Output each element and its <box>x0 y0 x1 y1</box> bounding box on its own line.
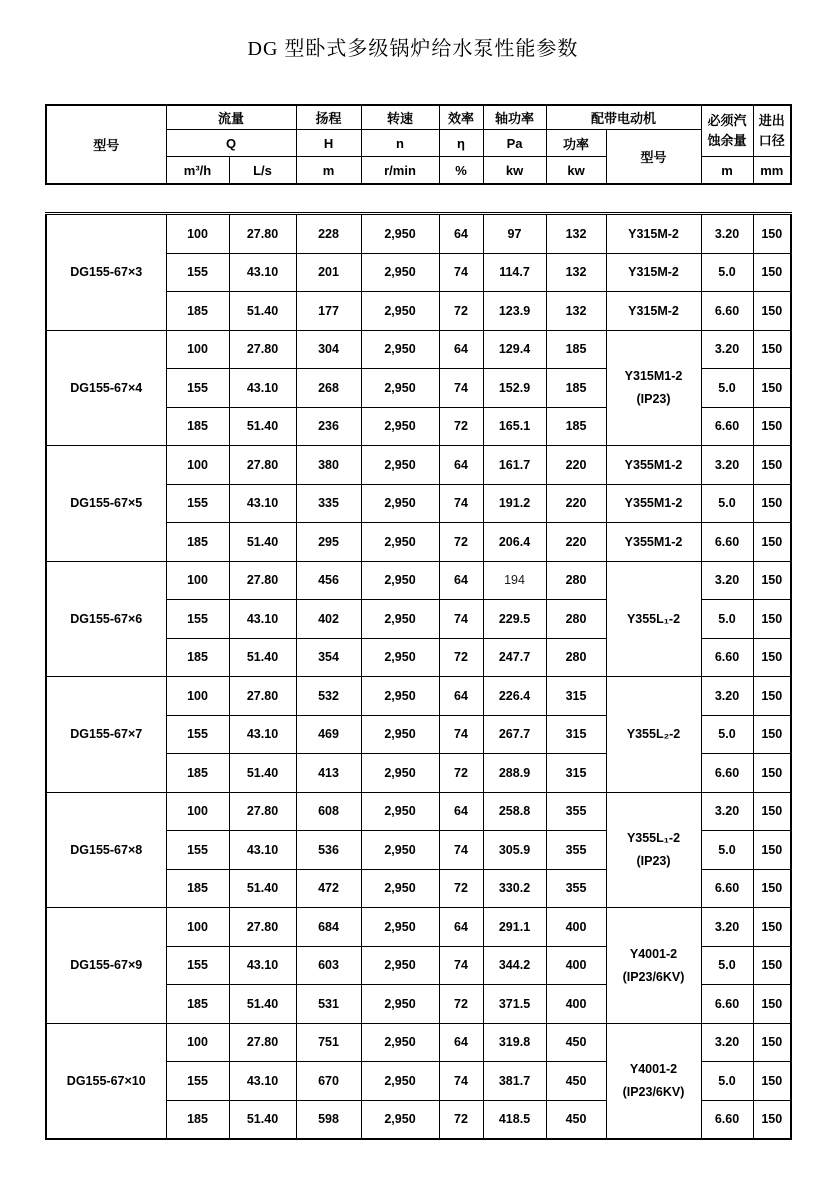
speed-cell: 2,950 <box>361 214 439 254</box>
efficiency-cell: 64 <box>439 446 483 485</box>
efficiency-cell: 72 <box>439 869 483 908</box>
head-cell: 684 <box>296 908 361 947</box>
diameter-cell: 150 <box>753 446 791 485</box>
diameter-cell: 150 <box>753 754 791 793</box>
header-npsh-line2: 蚀余量 <box>707 133 747 148</box>
header-motor-model: 型号 <box>606 130 701 185</box>
efficiency-cell: 72 <box>439 754 483 793</box>
header-unit-ls: L/s <box>229 157 296 185</box>
table-row <box>46 1023 791 1062</box>
flow-m3h-cell: 185 <box>166 754 229 793</box>
motor-model-line: Y4001-2 <box>629 1062 678 1077</box>
speed-cell: 2,950 <box>361 523 439 562</box>
speed-cell: 2,950 <box>361 561 439 600</box>
table-row <box>46 792 791 831</box>
flow-m3h-cell: 100 <box>166 908 229 947</box>
flow-m3h-cell: 185 <box>166 869 229 908</box>
flow-ls-cell: 51.40 <box>229 985 296 1024</box>
header-unit-npsh-m: m <box>701 157 753 185</box>
diameter-cell: 150 <box>753 677 791 716</box>
shaft-power-cell: 267.7 <box>483 715 546 754</box>
shaft-power-cell: 319.8 <box>483 1023 546 1062</box>
motor-model-cell <box>606 677 701 793</box>
head-cell: 413 <box>296 754 361 793</box>
flow-ls-cell: 27.80 <box>229 1023 296 1062</box>
diameter-cell: 150 <box>753 600 791 639</box>
npsh-cell: 6.60 <box>701 869 753 908</box>
flow-ls-cell: 43.10 <box>229 253 296 292</box>
flow-ls-cell: 51.40 <box>229 407 296 446</box>
motor-model-line: Y315M1-2 <box>624 369 683 384</box>
pump-model-cell: DG155-67×4 <box>46 330 166 446</box>
head-cell: 536 <box>296 831 361 870</box>
speed-cell: 2,950 <box>361 831 439 870</box>
header-unit-pct: % <box>439 157 483 185</box>
header-unit-m: m <box>296 157 361 185</box>
efficiency-cell: 64 <box>439 1023 483 1062</box>
head-cell: 751 <box>296 1023 361 1062</box>
flow-ls-cell: 27.80 <box>229 214 296 254</box>
speed-cell: 2,950 <box>361 677 439 716</box>
flow-ls-cell: 43.10 <box>229 946 296 985</box>
npsh-cell: 3.20 <box>701 1023 753 1062</box>
motor-power-cell: 132 <box>546 253 606 292</box>
header-npsh-line1: 必须汽 <box>707 112 747 128</box>
efficiency-cell: 72 <box>439 638 483 677</box>
npsh-cell: 6.60 <box>701 407 753 446</box>
speed-cell: 2,950 <box>361 330 439 369</box>
flow-ls-cell: 51.40 <box>229 638 296 677</box>
efficiency-cell: 74 <box>439 946 483 985</box>
flow-ls-cell: 51.40 <box>229 754 296 793</box>
motor-power-cell: 450 <box>546 1023 606 1062</box>
motor-power-cell: 400 <box>546 985 606 1024</box>
diameter-cell: 150 <box>753 330 791 369</box>
flow-m3h-cell: 100 <box>166 330 229 369</box>
flow-m3h-cell: 100 <box>166 677 229 716</box>
motor-power-cell: 185 <box>546 330 606 369</box>
pump-model-cell: DG155-67×5 <box>46 446 166 562</box>
flow-m3h-cell: 185 <box>166 292 229 331</box>
motor-power-cell: 400 <box>546 946 606 985</box>
diameter-cell: 150 <box>753 214 791 254</box>
header-pa-symbol: Pa <box>483 130 546 157</box>
speed-cell: 2,950 <box>361 253 439 292</box>
shaft-power-cell: 152.9 <box>483 369 546 408</box>
npsh-cell: 3.20 <box>701 561 753 600</box>
motor-model-line: (IP23/6KV) <box>622 969 685 984</box>
motor-model-cell: Y355M1-2 <box>606 484 701 523</box>
flow-ls-cell: 43.10 <box>229 369 296 408</box>
motor-model-cell: Y355M1-2 <box>606 446 701 485</box>
header-pump-model: 型号 <box>46 105 166 184</box>
efficiency-cell: 74 <box>439 1062 483 1101</box>
motor-model-cell <box>606 1023 701 1139</box>
header-unit-kw-shaft: kw <box>483 157 546 185</box>
efficiency-cell: 72 <box>439 985 483 1024</box>
table-row <box>46 330 791 369</box>
npsh-cell: 6.60 <box>701 754 753 793</box>
head-cell: 268 <box>296 369 361 408</box>
motor-model-line: Y355L₂-2 <box>626 727 681 742</box>
shaft-power-cell: 258.8 <box>483 792 546 831</box>
head-cell: 201 <box>296 253 361 292</box>
head-cell: 177 <box>296 292 361 331</box>
table-row <box>46 214 791 254</box>
head-cell: 228 <box>296 214 361 254</box>
table-row <box>46 446 791 485</box>
head-cell: 380 <box>296 446 361 485</box>
npsh-cell: 3.20 <box>701 446 753 485</box>
npsh-cell: 6.60 <box>701 292 753 331</box>
diameter-cell: 150 <box>753 715 791 754</box>
npsh-cell: 6.60 <box>701 1100 753 1139</box>
header-speed: 转速 <box>361 105 439 130</box>
motor-model-line: (IP23) <box>636 392 671 407</box>
flow-ls-cell: 51.40 <box>229 1100 296 1139</box>
motor-model-cell: Y315M-2 <box>606 214 701 254</box>
header-head: 扬程 <box>296 105 361 130</box>
shaft-power-cell: 161.7 <box>483 446 546 485</box>
flow-ls-cell: 27.80 <box>229 792 296 831</box>
diameter-cell: 150 <box>753 946 791 985</box>
npsh-cell: 3.20 <box>701 330 753 369</box>
flow-ls-cell: 51.40 <box>229 292 296 331</box>
efficiency-cell: 64 <box>439 908 483 947</box>
pump-model-cell: DG155-67×10 <box>46 1023 166 1139</box>
flow-m3h-cell: 155 <box>166 946 229 985</box>
speed-cell: 2,950 <box>361 600 439 639</box>
efficiency-cell: 64 <box>439 792 483 831</box>
pump-model-cell: DG155-67×3 <box>46 214 166 331</box>
motor-model-cell <box>606 908 701 1024</box>
shaft-power-cell: 123.9 <box>483 292 546 331</box>
flow-ls-cell: 51.40 <box>229 869 296 908</box>
flow-m3h-cell: 185 <box>166 985 229 1024</box>
pump-model-cell: DG155-67×7 <box>46 677 166 793</box>
npsh-cell: 5.0 <box>701 600 753 639</box>
flow-ls-cell: 27.80 <box>229 677 296 716</box>
pump-table-body <box>45 212 792 1140</box>
speed-cell: 2,950 <box>361 1062 439 1101</box>
motor-power-cell: 355 <box>546 869 606 908</box>
header-unit-rmin: r/min <box>361 157 439 185</box>
pump-table-rows <box>46 214 791 1140</box>
speed-cell: 2,950 <box>361 638 439 677</box>
flow-ls-cell: 51.40 <box>229 523 296 562</box>
npsh-cell: 3.20 <box>701 677 753 716</box>
head-cell: 531 <box>296 985 361 1024</box>
speed-cell: 2,950 <box>361 985 439 1024</box>
diameter-cell: 150 <box>753 292 791 331</box>
head-cell: 295 <box>296 523 361 562</box>
speed-cell: 2,950 <box>361 446 439 485</box>
motor-power-cell: 185 <box>546 407 606 446</box>
pump-model-cell: DG155-67×6 <box>46 561 166 677</box>
efficiency-cell: 74 <box>439 715 483 754</box>
speed-cell: 2,950 <box>361 908 439 947</box>
diameter-cell: 150 <box>753 561 791 600</box>
shaft-power-cell: 371.5 <box>483 985 546 1024</box>
head-cell: 456 <box>296 561 361 600</box>
flow-m3h-cell: 100 <box>166 214 229 254</box>
diameter-cell: 150 <box>753 831 791 870</box>
npsh-cell: 5.0 <box>701 253 753 292</box>
efficiency-cell: 72 <box>439 292 483 331</box>
head-cell: 670 <box>296 1062 361 1101</box>
motor-model-cell: Y315M-2 <box>606 292 701 331</box>
table-row <box>46 561 791 600</box>
npsh-cell: 5.0 <box>701 1062 753 1101</box>
head-cell: 603 <box>296 946 361 985</box>
flow-m3h-cell: 155 <box>166 369 229 408</box>
header-motor: 配带电动机 <box>546 105 701 130</box>
npsh-cell: 3.20 <box>701 214 753 254</box>
flow-ls-cell: 43.10 <box>229 484 296 523</box>
header-motor-power: 功率 <box>546 130 606 157</box>
shaft-power-cell: 194 <box>483 561 546 600</box>
table-row <box>46 677 791 716</box>
speed-cell: 2,950 <box>361 407 439 446</box>
efficiency-cell: 72 <box>439 407 483 446</box>
npsh-cell: 3.20 <box>701 792 753 831</box>
efficiency-cell: 72 <box>439 523 483 562</box>
motor-power-cell: 280 <box>546 561 606 600</box>
header-unit-m3h: m³/h <box>166 157 229 185</box>
shaft-power-cell: 165.1 <box>483 407 546 446</box>
shaft-power-cell: 418.5 <box>483 1100 546 1139</box>
diameter-cell: 150 <box>753 253 791 292</box>
header-npsh <box>701 105 753 157</box>
npsh-cell: 5.0 <box>701 369 753 408</box>
speed-cell: 2,950 <box>361 715 439 754</box>
flow-m3h-cell: 185 <box>166 638 229 677</box>
flow-m3h-cell: 100 <box>166 792 229 831</box>
efficiency-cell: 64 <box>439 330 483 369</box>
flow-ls-cell: 27.80 <box>229 561 296 600</box>
header-diameter <box>753 105 791 157</box>
efficiency-cell: 74 <box>439 831 483 870</box>
efficiency-cell: 72 <box>439 1100 483 1139</box>
motor-power-cell: 132 <box>546 214 606 254</box>
header-diameter-line1: 进出 <box>758 112 785 128</box>
shaft-power-cell: 229.5 <box>483 600 546 639</box>
shaft-power-cell: 344.2 <box>483 946 546 985</box>
motor-power-cell: 280 <box>546 638 606 677</box>
shaft-power-cell: 291.1 <box>483 908 546 947</box>
diameter-cell: 150 <box>753 484 791 523</box>
diameter-cell: 150 <box>753 1023 791 1062</box>
speed-cell: 2,950 <box>361 1100 439 1139</box>
motor-model-cell: Y355M1-2 <box>606 523 701 562</box>
shaft-power-cell: 114.7 <box>483 253 546 292</box>
head-cell: 598 <box>296 1100 361 1139</box>
shaft-power-cell: 288.9 <box>483 754 546 793</box>
diameter-cell: 150 <box>753 523 791 562</box>
motor-power-cell: 220 <box>546 523 606 562</box>
shaft-power-cell: 305.9 <box>483 831 546 870</box>
flow-m3h-cell: 155 <box>166 1062 229 1101</box>
diameter-cell: 150 <box>753 407 791 446</box>
flow-ls-cell: 43.10 <box>229 600 296 639</box>
motor-power-cell: 450 <box>546 1062 606 1101</box>
header-h-symbol: H <box>296 130 361 157</box>
flow-m3h-cell: 100 <box>166 1023 229 1062</box>
flow-m3h-cell: 155 <box>166 484 229 523</box>
speed-cell: 2,950 <box>361 869 439 908</box>
motor-model-cell: Y315M-2 <box>606 253 701 292</box>
header-n-symbol: n <box>361 130 439 157</box>
motor-power-cell: 315 <box>546 677 606 716</box>
pump-model-cell: DG155-67×8 <box>46 792 166 908</box>
flow-m3h-cell: 100 <box>166 446 229 485</box>
motor-model-line: (IP23/6KV) <box>622 1085 685 1100</box>
motor-power-cell: 280 <box>546 600 606 639</box>
speed-cell: 2,950 <box>361 754 439 793</box>
header-efficiency: 效率 <box>439 105 483 130</box>
shaft-power-cell: 247.7 <box>483 638 546 677</box>
shaft-power-cell: 381.7 <box>483 1062 546 1101</box>
npsh-cell: 5.0 <box>701 831 753 870</box>
speed-cell: 2,950 <box>361 292 439 331</box>
flow-ls-cell: 43.10 <box>229 715 296 754</box>
header-diameter-line2: 口径 <box>758 133 785 148</box>
shaft-power-cell: 129.4 <box>483 330 546 369</box>
flow-ls-cell: 27.80 <box>229 330 296 369</box>
diameter-cell: 150 <box>753 638 791 677</box>
header-eta-symbol: η <box>439 130 483 157</box>
head-cell: 532 <box>296 677 361 716</box>
shaft-power-cell: 330.2 <box>483 869 546 908</box>
flow-ls-cell: 43.10 <box>229 831 296 870</box>
shaft-power-cell: 191.2 <box>483 484 546 523</box>
flow-m3h-cell: 185 <box>166 1100 229 1139</box>
shaft-power-cell: 226.4 <box>483 677 546 716</box>
flow-ls-cell: 27.80 <box>229 908 296 947</box>
header-row-1 <box>46 105 791 130</box>
motor-power-cell: 315 <box>546 715 606 754</box>
motor-power-cell: 220 <box>546 484 606 523</box>
npsh-cell: 6.60 <box>701 638 753 677</box>
pump-model-cell: DG155-67×9 <box>46 908 166 1024</box>
flow-m3h-cell: 185 <box>166 523 229 562</box>
header-q-symbol: Q <box>166 130 296 157</box>
flow-m3h-cell: 155 <box>166 253 229 292</box>
diameter-cell: 150 <box>753 369 791 408</box>
npsh-cell: 6.60 <box>701 985 753 1024</box>
efficiency-cell: 64 <box>439 561 483 600</box>
flow-m3h-cell: 155 <box>166 600 229 639</box>
header-unit-mm: mm <box>753 157 791 185</box>
efficiency-cell: 74 <box>439 253 483 292</box>
efficiency-cell: 64 <box>439 214 483 254</box>
motor-model-line: (IP23) <box>636 854 671 869</box>
head-cell: 236 <box>296 407 361 446</box>
flow-m3h-cell: 155 <box>166 831 229 870</box>
flow-ls-cell: 43.10 <box>229 1062 296 1101</box>
diameter-cell: 150 <box>753 792 791 831</box>
head-cell: 335 <box>296 484 361 523</box>
motor-model-cell <box>606 792 701 908</box>
motor-model-line: Y4001-2 <box>629 946 678 961</box>
npsh-cell: 3.20 <box>701 908 753 947</box>
flow-m3h-cell: 185 <box>166 407 229 446</box>
diameter-cell: 150 <box>753 908 791 947</box>
header-flow: 流量 <box>166 105 296 130</box>
motor-power-cell: 400 <box>546 908 606 947</box>
efficiency-cell: 74 <box>439 484 483 523</box>
npsh-cell: 6.60 <box>701 523 753 562</box>
motor-power-cell: 315 <box>546 754 606 793</box>
header-unit-kw-motor: kw <box>546 157 606 185</box>
motor-power-cell: 220 <box>546 446 606 485</box>
head-cell: 402 <box>296 600 361 639</box>
head-cell: 608 <box>296 792 361 831</box>
header-shaft-power: 轴功率 <box>483 105 546 130</box>
flow-m3h-cell: 100 <box>166 561 229 600</box>
table-row <box>46 908 791 947</box>
page-title: DG 型卧式多级锅炉给水泵性能参数 <box>247 38 579 60</box>
motor-power-cell: 355 <box>546 831 606 870</box>
flow-m3h-cell: 155 <box>166 715 229 754</box>
diameter-cell: 150 <box>753 1062 791 1101</box>
npsh-cell: 5.0 <box>701 484 753 523</box>
npsh-cell: 5.0 <box>701 946 753 985</box>
head-cell: 472 <box>296 869 361 908</box>
motor-power-cell: 355 <box>546 792 606 831</box>
head-cell: 354 <box>296 638 361 677</box>
motor-model-line: Y355L₁-2 <box>626 831 681 846</box>
motor-power-cell: 185 <box>546 369 606 408</box>
motor-model-line: Y355L₁-2 <box>626 611 681 626</box>
flow-ls-cell: 27.80 <box>229 446 296 485</box>
npsh-cell: 5.0 <box>701 715 753 754</box>
motor-power-cell: 132 <box>546 292 606 331</box>
efficiency-cell: 74 <box>439 600 483 639</box>
pump-table-header <box>45 104 792 185</box>
motor-model-cell <box>606 561 701 677</box>
diameter-cell: 150 <box>753 985 791 1024</box>
speed-cell: 2,950 <box>361 369 439 408</box>
pump-spec-table <box>45 104 790 1140</box>
shaft-power-cell: 206.4 <box>483 523 546 562</box>
speed-cell: 2,950 <box>361 946 439 985</box>
shaft-power-cell: 97 <box>483 214 546 254</box>
speed-cell: 2,950 <box>361 792 439 831</box>
speed-cell: 2,950 <box>361 1023 439 1062</box>
head-cell: 304 <box>296 330 361 369</box>
head-cell: 469 <box>296 715 361 754</box>
efficiency-cell: 64 <box>439 677 483 716</box>
speed-cell: 2,950 <box>361 484 439 523</box>
diameter-cell: 150 <box>753 1100 791 1139</box>
motor-power-cell: 450 <box>546 1100 606 1139</box>
motor-model-cell <box>606 330 701 446</box>
efficiency-cell: 74 <box>439 369 483 408</box>
diameter-cell: 150 <box>753 869 791 908</box>
